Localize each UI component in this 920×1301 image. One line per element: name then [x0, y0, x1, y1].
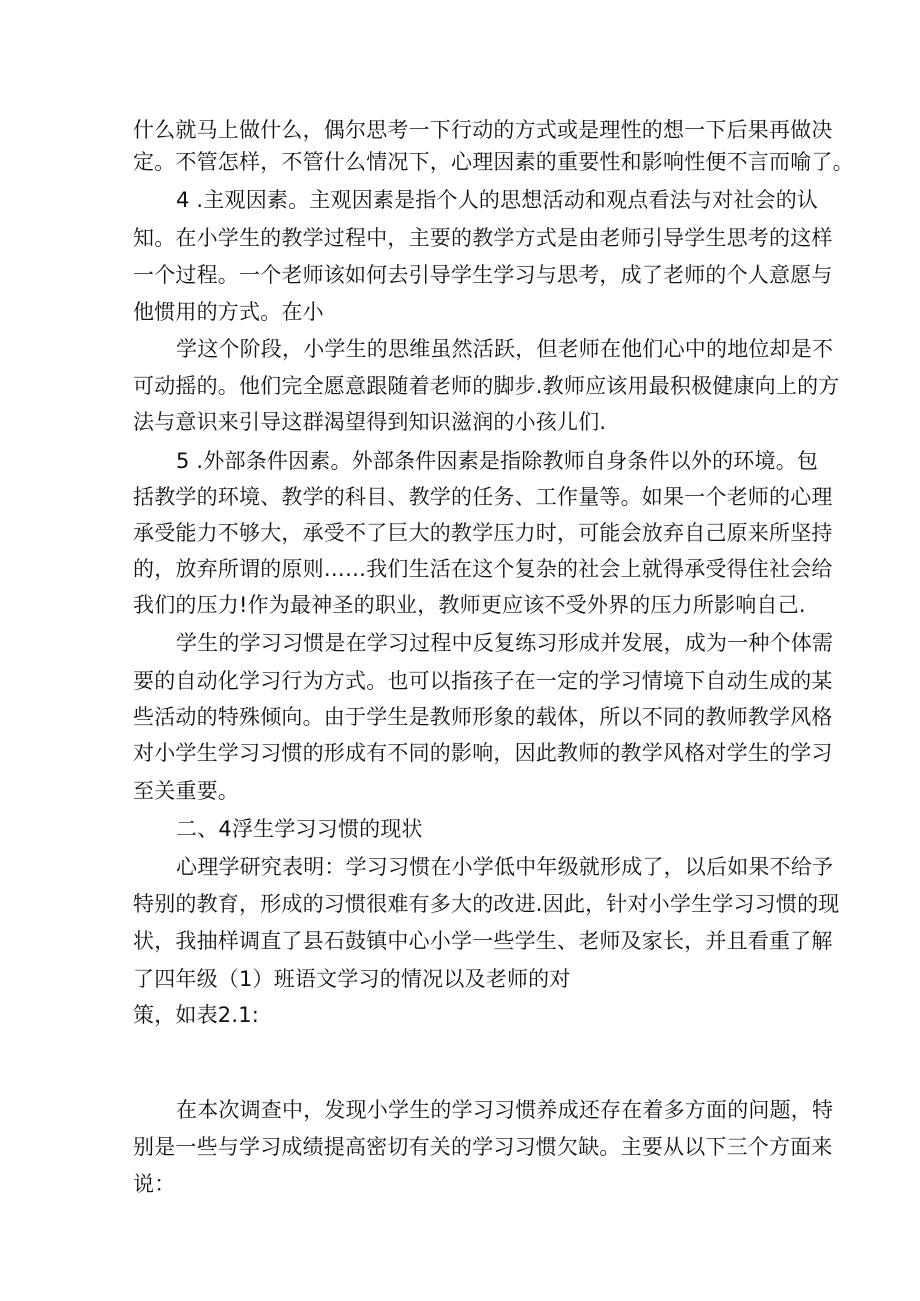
paragraph-first-line: 5 .外部条件因素。外部条件因素是指除教师自身条件以外的环境。包: [176, 449, 819, 473]
text-line: 要的自动化学习行为方式。也可以指孩子在一定的学习情境下自动生成的某: [133, 669, 833, 693]
paragraph-first-line: 4 .主观因素。主观因素是指个人的思想活动和观点看法与对社会的认: [176, 188, 819, 212]
text-line: 知。在小学生的教学过程中，主要的教学方式是由老师引导学生思考的这样: [133, 226, 833, 250]
text-line: 括教学的环境、教学的科目、教学的任务、工作量等。如果一个老师的心理: [133, 485, 833, 509]
text-line: 状，我抽样调直了县石鼓镇中心小学一些学生、老师及家长，并且看重了解: [133, 929, 833, 953]
paragraph-first-line: 心理学研究表明：学习习惯在小学低中年级就形成了，以后如果不给予: [176, 855, 834, 879]
text-line: 可动摇的。他们完全愿意跟随着老师的脚步.教师应该用最积极健康向上的方: [133, 374, 840, 398]
text-line: 我们的压力!作为最神圣的职业，教师更应该不受外界的压力所影响自己.: [133, 593, 806, 617]
text-line: 至关重要。: [133, 779, 239, 803]
text-line: 些活动的特殊倾向。由于学生是教师形象的载体，所以不同的教师教学风格: [133, 705, 833, 729]
text-line: 什么就马上做什么，偶尔思考一下行动的方式或是理性的想一下后果再做决: [133, 118, 833, 142]
text-line: 承受能力不够大，承受不了巨大的教学压力时，可能会放弃自己原来所坚持: [133, 521, 833, 545]
text-line: 法与意识来引导这群渴望得到知识滋润的小孩儿们.: [133, 410, 607, 434]
text-line: 了四年级（1）班语文学习的情况以及老师的对: [133, 967, 571, 991]
text-line: 策，如表2.1:: [133, 1003, 260, 1027]
paragraph-first-line: 学这个阶段，小学生的思维虽然活跃，但老师在他们心中的地位却是不: [176, 337, 834, 361]
text-line: 特别的教育，形成的习惯很难有多大的改进.因此，针对小学生学习习惯的现: [133, 892, 840, 916]
text-line: 对小学生学习习惯的形成有不同的影响，因此教师的教学风格对学生的学习: [133, 741, 833, 765]
paragraph-first-line: 在本次调查中，发现小学生的学习习惯养成还存在着多方面的问题，特: [176, 1098, 834, 1122]
text-line: 别是一些与学习成绩提高密切有关的学习习惯欠缺。主要从以下三个方面来: [133, 1135, 833, 1159]
text-line: 他惯用的方式。在小: [133, 300, 324, 324]
text-line: 定。不管怎样，不管什么情况下，心理因素的重要性和影响性便不言而喻了。: [133, 150, 854, 174]
paragraph-first-line: 二、4浮生学习习惯的现状: [176, 817, 423, 841]
text-line: 说：: [133, 1172, 176, 1196]
paragraph-first-line: 学生的学习习惯是在学习过程中反复练习形成并发展，成为一种个体需: [176, 631, 834, 655]
text-line: 的，放弃所谓的原则……我们生活在这个复杂的社会上就得承受得住社会给: [133, 557, 833, 581]
text-line: 一个过程。一个老师该如何去引导学生学习与思考，成了老师的个人意愿与: [133, 263, 833, 287]
